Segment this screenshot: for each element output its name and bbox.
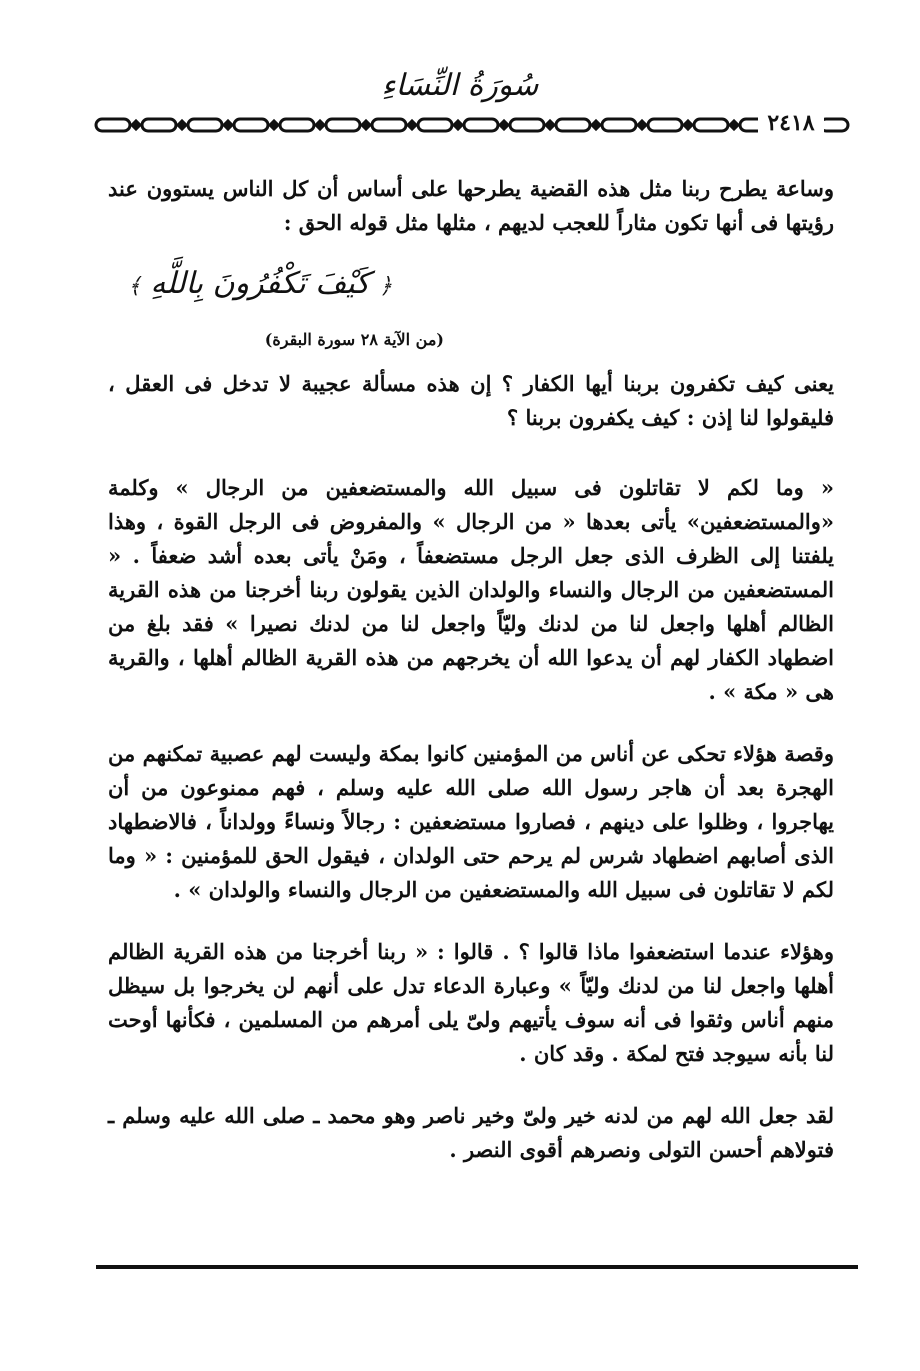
ornamental-header-rule (92, 114, 852, 136)
chain-diamond (730, 121, 738, 129)
chain-diamond (408, 121, 416, 129)
chain-oval (510, 119, 544, 131)
paragraph: وهؤلاء عندما استضعفوا ماذا قالوا ؟ . قالوا : « ربنا أخرجنا من هذه القرية الظالم أهلها واجعل لنا من لدنك وليّاً » وعبارة الدعاء تدل على أنهم لن يخرجوا بل سيظل منهم أناس وثقوا فى أنه سوف يأتيهم ولىّ يلى أمرهم من المسلمين ، فكأنها أوحت لنا بأنه سيوجد فتح لمكة . وقد كان . (108, 939, 834, 1066)
chain-oval (648, 119, 682, 131)
chain-oval (188, 119, 222, 131)
verse-text: كَيْفَ تَكْفُرُونَ بِاللَّهِ (150, 266, 370, 301)
chain-diamond (500, 121, 508, 129)
chain-diamond (316, 121, 324, 129)
footer-rule (96, 1265, 858, 1269)
page-number: ٢٤١٨ (758, 110, 824, 136)
chain-oval (694, 119, 728, 131)
chain-diamond (224, 121, 232, 129)
chain-oval (326, 119, 360, 131)
verse-close-bracket: ﴾ (128, 274, 141, 299)
verse-reference: (من الآية ٢٨ سورة البقرة) (264, 330, 444, 349)
chain-oval (418, 119, 452, 131)
chain-diamond (638, 121, 646, 129)
chain-diamond (546, 121, 554, 129)
chain-oval (142, 119, 176, 131)
chain-oval (280, 119, 314, 131)
surah-title: سُورَةُ النِّسَاءِ (381, 68, 539, 103)
chain-oval (820, 119, 848, 131)
page-body (108, 172, 834, 1167)
paragraph: وساعة يطرح ربنا مثل هذه القضية يطرحها على أساس أن كل الناس يستوون عند رؤيتها فى أنها تكون مثاراً للعجب لديهم ، مثلها مثل قوله الحق : (108, 176, 834, 235)
quran-verse (108, 258, 834, 313)
chain-diamond (684, 121, 692, 129)
chain-diamond (270, 121, 278, 129)
chain-diamond (454, 121, 462, 129)
chain-oval (372, 119, 406, 131)
paragraph: لقد جعل الله لهم من لدنه خير ولىّ وخير ناصر وهو محمد ـ صلى الله عليه وسلم ـ فتولاهم أحسن التولى ونصرهم أقوى النصر . (108, 1103, 834, 1162)
paragraph: « وما لكم لا تقاتلون فى سبيل الله والمستضعفين من الرجال » وكلمة «والمستضعفين» يأتى بعدها « من الرجال » والمفروض فى الرجل القوة ، وهذا يلفتنا إلى الظرف الذى جعل الرجل مستضعفاً ، ومَنْ يأتى بعده أشد ضعفاً . « المستضعفين من الرجال والنساء والولدان الذين يقولون ربنا أخرجنا من هذه القرية الظالم أهلها واجعل لنا من لدنك وليّاً واجعل لنا من لدنك نصيرا » فقد بلغ من اضطهاد الكفار لهم أن يدعوا الله أن يخرجهم من هذه القرية الظالم أهلها ، والقرية هى « مكة » . (108, 475, 834, 704)
paragraph: وقصة هؤلاء تحكى عن أناس من المؤمنين كانوا بمكة وليست لهم عصبية تمكنهم من الهجرة بعد أن هاجر رسول الله صلى الله عليه وسلم ، فهم ممنوعون من أن يهاجروا ، وظلوا على دينهم ، فصاروا مستضعفين : رجالاً ونساءً وولداناً ، فالاضطهاد الذى أصابهم اضطهاد شرس لم يرحم حتى الولدان ، فيقول الحق للمؤمنين : « وما لكم لا تقاتلون فى سبيل الله والمستضعفين من الرجال والنساء والولدان » . (108, 741, 834, 902)
chain-diamond (132, 121, 140, 129)
chain-oval (234, 119, 268, 131)
chain-oval (464, 119, 498, 131)
chain-oval (602, 119, 636, 131)
chain-diamond (178, 121, 186, 129)
verse-open-bracket: ﴿ (379, 274, 393, 299)
chain-oval (556, 119, 590, 131)
paragraph: يعنى كيف تكفرون بربنا أيها الكفار ؟ إن هذه مسألة عجيبة لا تدخل فى العقل ، فليقولوا لنا إذن : كيف يكفرون بربنا ؟ (108, 371, 834, 430)
chain-diamond (362, 121, 370, 129)
chain-diamond (592, 121, 600, 129)
chain-oval (96, 119, 130, 131)
